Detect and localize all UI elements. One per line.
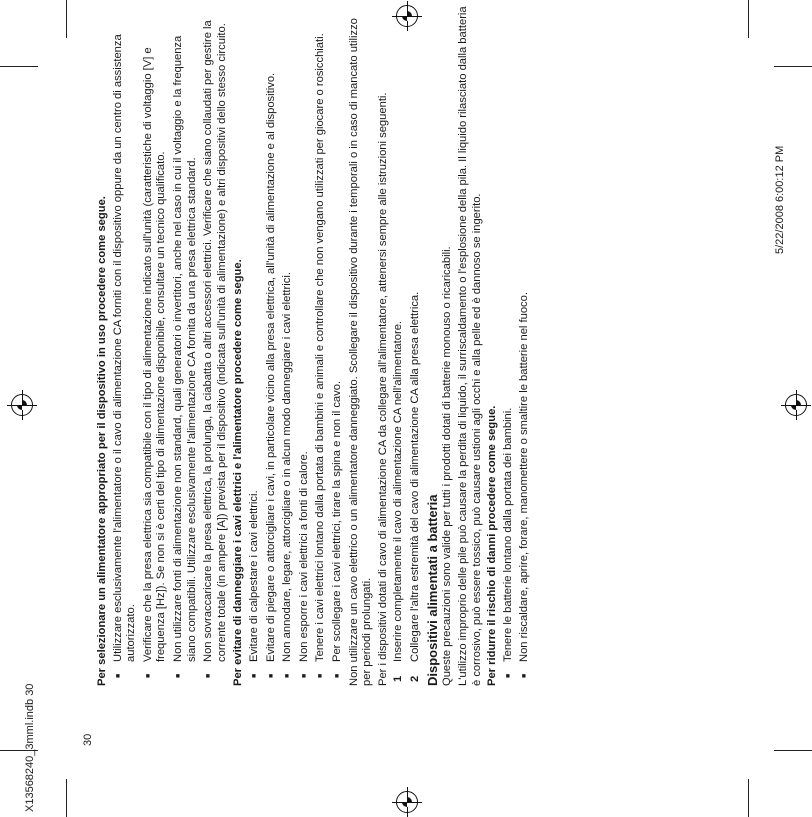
list-item: ■ Non annodare, legare, attorcigliare o in alcun modo danneggiare i cavi elettrici. (281, 6, 295, 686)
step-number: 2 (408, 675, 421, 682)
crop-mark (66, 779, 67, 817)
file-info: X13568240_3mml.indb 30 (24, 683, 36, 812)
damage-list (248, 6, 345, 686)
risk-list (502, 6, 532, 686)
damaged-cable-paragraph: Non utilizzare un cavo elettrico o un alimentatore danneggiato. Scollegare il dispositivo durante i temporali o in caso di mancato utilizzo per periodi prolungati. (347, 18, 374, 686)
list-item: ■ Non sovraccaricare la presa elettrica, la prolunga, la ciabatta o altri accessori elettrici. Verificare che siano collaudati per gestire la corrente totale (in ampere [A]) prevista per il dispositivo (indicata sull'unità di alimentazione) e altri dispositivi dello stesso circuito. (202, 6, 229, 686)
crop-mark (774, 750, 812, 751)
risk-heading: Per ridurre il rischio di danni procedere come segue. (486, 405, 499, 686)
list-item: ■ Non riscaldare, aprire, forare, manomettere o smaltire le batterie nel fuoco. (518, 6, 532, 686)
crop-mark (774, 66, 812, 67)
battery-warning-paragraph: L'utilizzo improprio delle pile può causare la perdita di liquido, il surriscaldamento o l'esplosione della pila. Il liquido rilasciato dalla batteria è corrosivo, può essere tossico, può causare ustioni agli occhi e alla pelle ed è dannoso se ingerito. (457, 6, 483, 686)
battery-section-title: Dispositivi alimentati a batteria (425, 494, 441, 686)
page-number: 30 (82, 733, 94, 746)
list-item: ■ Utilizzare esclusivamente l'alimentatore o il cavo di alimentazione CA forniti con il dispositivo oppure da un centro di assistenza autorizzato. (112, 6, 139, 686)
list-item: ■ Non esporre i cavi elettrici a fonti di calore. (298, 6, 312, 686)
crop-mark (66, 0, 67, 38)
page-content (96, 6, 656, 686)
list-item: ■ Non utilizzare fonti di alimentazione non standard, quali generatori o invertitori, anche nel caso in cui il voltaggio e la frequenza siano compatibili. Utilizzare esclusivamente l'alimentazione CA fornita da una presa elettrica standard. (172, 6, 199, 686)
step-item (392, 6, 406, 686)
step-item (409, 6, 423, 686)
list-item: ■ Evitare di piegare o attorcigliare i cavi, in particolare vicino alla presa elettrica, all'unità di alimentazione e al dispositivo. (265, 6, 279, 686)
registration-mark-icon (11, 394, 33, 416)
intro-heading: Per selezionare un alimentatore appropriato per il dispositivo in uso procedere come segue. (96, 196, 108, 686)
list-item: ■ Per scollegare i cavi elettrici, tirare la spina e non il cavo. (331, 6, 345, 686)
print-timestamp: 5/22/2008 6:00:12 PM (774, 145, 786, 254)
battery-paragraph: Queste precauzioni sono valide per tutti i prodotti dotati di batterie monouso o ricaricabili. (441, 246, 454, 686)
intro-list (112, 6, 230, 686)
list-item: ■ Evitare di calpestare i cavi elettrici. (248, 6, 262, 686)
step-text: Inserire completamente il cavo di alimentazione CA nell'alimentatore. (392, 320, 405, 662)
list-item: ■ Verificare che la presa elettrica sia compatibile con il tipo di alimentazione indicato sull'unità (caratteristiche di voltaggio [V] e frequenza [Hz]). Se non si è certi del tipo di alimentazione disponibile, consultare un tecnico qualificato. (142, 6, 169, 686)
registration-mark-icon (396, 791, 418, 813)
crop-mark (748, 0, 749, 38)
list-item: ■ Tenere i cavi elettrici lontano dalla portata di bambini e animali e controllare che non vengano utilizzati per giocare o rosicchiati. (314, 6, 328, 686)
registration-mark-icon (785, 394, 807, 416)
list-item: ■ Tenere le batterie lontano dalla portata dei bambini. (502, 6, 516, 686)
damage-heading: Per evitare di danneggiare i cavi elettrici e l'alimentatore procedere come segue. (232, 259, 245, 686)
step-number: 1 (392, 675, 405, 682)
crop-mark (748, 779, 749, 817)
step-text: Collegare l'altra estremità del cavo di alimentazione CA alla presa elettrica. (408, 291, 421, 662)
crop-mark (0, 66, 38, 67)
steps-list (392, 6, 422, 686)
cable-paragraph: Per i dispositivi dotati di cavo di alimentazione CA da collegare all'alimentatore, attenersi sempre alle istruzioni seguenti. (376, 92, 389, 686)
